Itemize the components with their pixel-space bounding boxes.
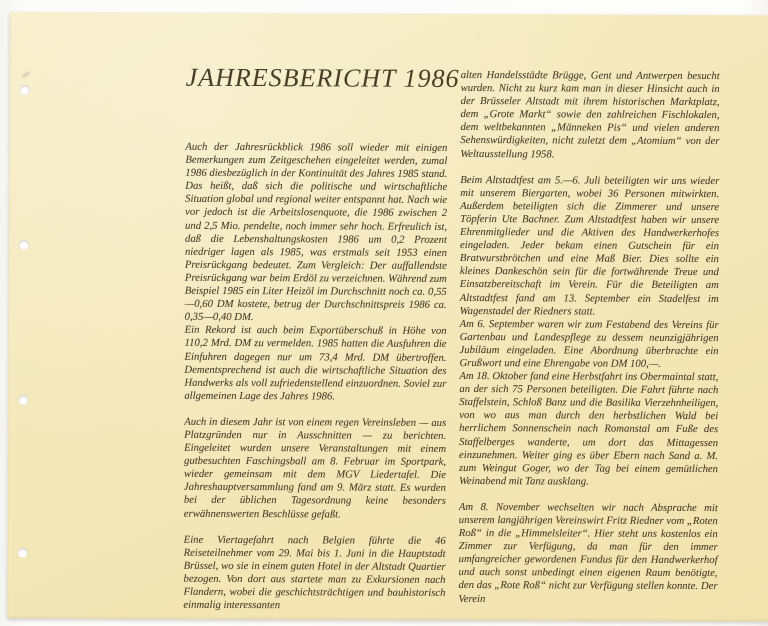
punch-hole [20,85,30,95]
punch-hole [19,240,29,250]
paragraph-belgium-trip-continued: alten Handelsstädte Brügge, Gent und Antwerpen besucht wurden. Nicht zu kurz kam man in dieser Hinsicht auch in der Brüsseler Altstadt mit ihrem historischen Marktplatz, dem „Grote Markt“ sowie den zahlreichen Fischlokalen, dem weltbekannten „Männeken Pis“ und vielen anderen Sehenswürdigkeiten, nicht zuletzt dem „Atomium“ von der Weltausstellung 1958. [460,68,720,160]
paper-sheet [7,12,768,621]
punch-hole [18,548,28,558]
paragraph-economy-overview: Auch der Jahresrückblick 1986 soll wieder mit einigen Bemerkungen zum Zeitgeschehen eingeleitet werden, zumal 1986 diesbezüglich in der Kontinuität des Jahres 1985 stand. Das heißt, daß sich die politische und wirtschaftliche Situation global und regional weiter entspannt hat. Nach wie vor jedoch ist die Arbeitslosenquote, die 1986 zwischen 2 und 2,5 Mio. pendelte, noch immer sehr hoch. Erfreulich ist, daß die Lebenshaltungskosten 1986 um 0,2 Prozent niedriger lagen als 1985, was erstmals seit 1953 einen Preisrückgang bedeutet. Zum Vergleich: Der auffallendste Preisrückgang war beim Erdöl zu verzeichnen. Während zum Beispiel 1985 ein Liter Heizöl im Durchschnitt noch ca. 0,55—0,60 DM kostete, betrug der Durchschnittspreis 1986 ca. 0,35—0,40 DM. [184,140,448,324]
paper-smudge [22,71,31,79]
paragraph-club-life: Auch in diesem Jahr ist von einem regen Vereinsleben — aus Platzgründen nur in Ausschnitten — zu berichten. Eingeleitet wurden unsere Veranstaltungen mit einem gutbesuchten Faschingsball am 8. Februar im Sportpark, wieder gemeinsam mit dem MGV Liedertafel. Die Jahreshauptversammlung fand am 9. März statt. Es wurden bei der üblichen Tagesordnung keine besonders erwähnenswerten Beschlüsse gefaßt. [183,415,447,520]
paragraph-belgium-trip: Eine Viertagefahrt nach Belgien führte die 46 Reiseteilnehmer vom 29. Mai bis 1. Juni in die Hauptstadt Brüssel, wo sie in einem guten Hotel in der Altstadt Quartier bezogen. Von dort aus startete man zu Exkursionen nach Flandern, wobei die geschichtsträchtigen und bauhistorisch einmalig interessanten [183,533,446,612]
paragraph-export-record: Ein Rekord ist auch beim Exportüberschuß in Höhe von 110,2 Mrd. DM zu vermelden. 1985 hatten die Ausfuhren die Einfuhren dagegen nur um 73,4 Mrd. DM übertroffen. Dementsprechend ist auch die wirtschaftliche Situation des Handwerks als voll zufriedenstellend einzuordnen. Soviel zur allgemeinen Lage des Jahres 1986. [184,324,447,403]
paragraph-vereinswirt-wechsel: Am 8. November wechselten wir nach Absprache mit unserem langjährigen Vereinswirt Fritz Riedner vom „Roten Roß“ in die „Himmelsleiter“. Hier steht uns kostenlos ein Zimmer zur Verfügung, da man für den immer umfangreicher gewordenen Fundus für den Handwerkerhof und auch sonst unbedingt einen eigenen Raum benötigte, den das „Rote Roß“ nicht zur Verfügung stellen konnte. Der Verein [458,500,718,605]
paragraph-altstadtfest: Beim Altstadtfest am 5.—6. Juli beteiligten wir uns wieder mit unserem Biergarten, wobei 36 Personen mitwirkten. Außerdem beteiligten sich die Zimmerer und unsere Töpferin Ute Bachner. Zum Altstadtfest haben wir unsere Ehrenmitglieder und die Aktiven des Handwerkerhofes eingeladen. Jeder bekam einen Gutschein für ein Bratwurstbrötchen und eine Maß Bier. Dies sollte ein kleines Dankeschön sein für die fortwährende Treue und Einsatzbereitschaft im Verein. Für die Beteiligten am Altstadtfest fand am 13. September ein Stadelfest im Wagenstadel der Riedners statt. [459,173,720,318]
punch-hole [18,395,28,405]
page-title: JAHRESBERICHT 1986 [185,62,460,93]
paragraph-herbstfahrt: Am 18. Oktober fand eine Herbstfahrt ins Obermaintal statt, an der sich 75 Personen beteiligten. Die Fahrt führte nach Staffelstein, Schloß Banz und die Basilika Vierzehnheiligen, von wo aus man durch den herbstlichen Wald bei herrlichem Sonnenschein nach Romanstal am Fuße des Staffelberges wanderte, um dort das Mittagessen einzunehmen. Weiter ging es über Ebern nach Sand a. M. zum Weingut Goger, wo der Tag bei einem gemütlichen Weinabend mit Tanz ausklang. [458,370,719,488]
left-text-column [183,141,447,613]
right-text-column [458,69,719,607]
paragraph-festabend-gartenbau: Am 6. September waren wir zum Festabend des Vereins für Gartenbau und Landespflege zu dessem neunzigjährigen Jubiläum eingeladen. Eine Abordnung überbrachte ein Grußwort und eine Ehrengabe von DM 100,—. [459,317,719,370]
